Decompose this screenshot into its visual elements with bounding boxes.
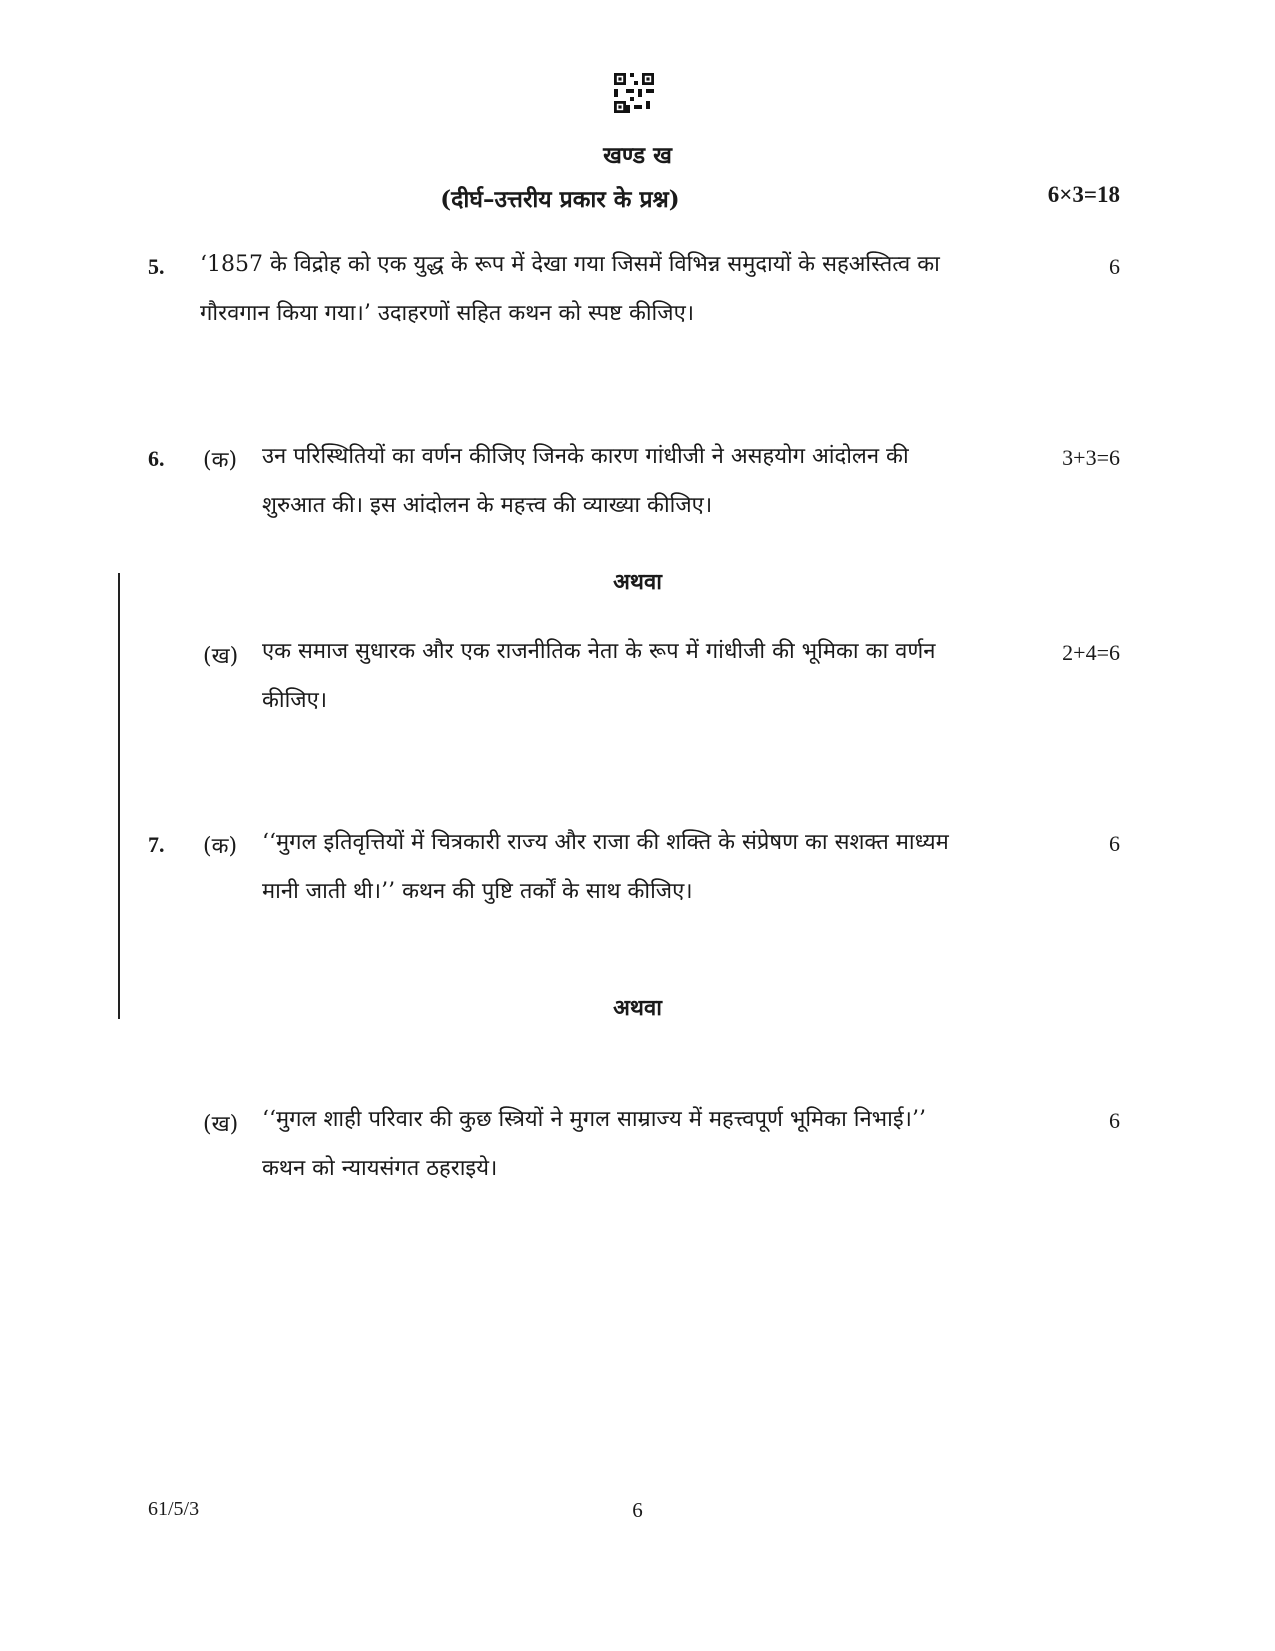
question-7b-line-2: कथन को न्यायसंगत ठहराइये। <box>262 1156 498 1181</box>
question-6a-text <box>262 432 909 530</box>
question-5-number: 5. <box>148 254 165 279</box>
question-7b-text <box>262 1095 926 1193</box>
margin-change-bar <box>118 573 120 1019</box>
question-6a-line-2: शुरुआत की। इस आंदोलन के महत्त्व की व्याख्या कीजिए। <box>262 493 713 518</box>
question-6b-line-2: कीजिए। <box>262 688 328 713</box>
question-7a-label: (क) <box>203 834 238 859</box>
question-7-or: अथवा <box>613 995 662 1021</box>
section-marks: 6×3=18 <box>1047 182 1120 207</box>
question-5-text <box>200 240 940 338</box>
question-7a-line-2: मानी जाती थी।’’ कथन की पुष्टि तर्कों के साथ कीजिए। <box>262 879 693 904</box>
question-6a-line-1: उन परिस्थितियों का वर्णन कीजिए जिनके कारण गांधीजी ने असहयोग आंदोलन की <box>262 444 909 469</box>
qr-code-icon <box>614 73 654 113</box>
section-title: खण्ड ख <box>603 142 672 169</box>
page-number: 6 <box>632 1498 643 1522</box>
question-7-number: 7. <box>148 832 165 857</box>
question-5-line-2: गौरवगान किया गया।’ उदाहरणों सहित कथन को स्पष्ट कीजिए। <box>200 301 695 326</box>
question-6a-marks: 3+3=6 <box>1062 445 1120 470</box>
question-6b-marks: 2+4=6 <box>1062 640 1120 665</box>
paper-code: 61/5/3 <box>148 1498 200 1520</box>
question-7a-text <box>262 818 949 916</box>
question-7b-label: (ख) <box>203 1112 239 1137</box>
question-6a-label: (क) <box>203 448 238 473</box>
question-7b-line-1: ‘‘मुगल शाही परिवार की कुछ स्त्रियों ने मुगल साम्राज्य में महत्त्वपूर्ण भूमिका निभाई।’’ <box>262 1107 926 1132</box>
question-6b-line-1: एक समाज सुधारक और एक राजनीतिक नेता के रूप में गांधीजी की भूमिका का वर्णन <box>262 639 936 664</box>
question-6b-text <box>262 627 936 725</box>
question-5-line-1: ‘1857 के विद्रोह को एक युद्ध के रूप में देखा गया जिसमें विभिन्न समुदायों के सहअस्तित्व का <box>200 252 940 277</box>
question-6b-label: (ख) <box>203 644 239 669</box>
question-5-marks: 6 <box>1109 254 1120 279</box>
question-7a-line-1: ‘‘मुगल इतिवृत्तियों में चित्रकारी राज्य और राजा की शक्ति के संप्रेषण का सशक्त माध्यम <box>262 830 949 855</box>
section-subtitle: (दीर्घ–उत्तरीय प्रकार के प्रश्न) <box>440 186 680 213</box>
question-7a-marks: 6 <box>1109 831 1120 856</box>
question-6-number: 6. <box>148 446 165 471</box>
question-7b-marks: 6 <box>1109 1108 1120 1133</box>
question-6-or: अथवा <box>613 569 662 595</box>
